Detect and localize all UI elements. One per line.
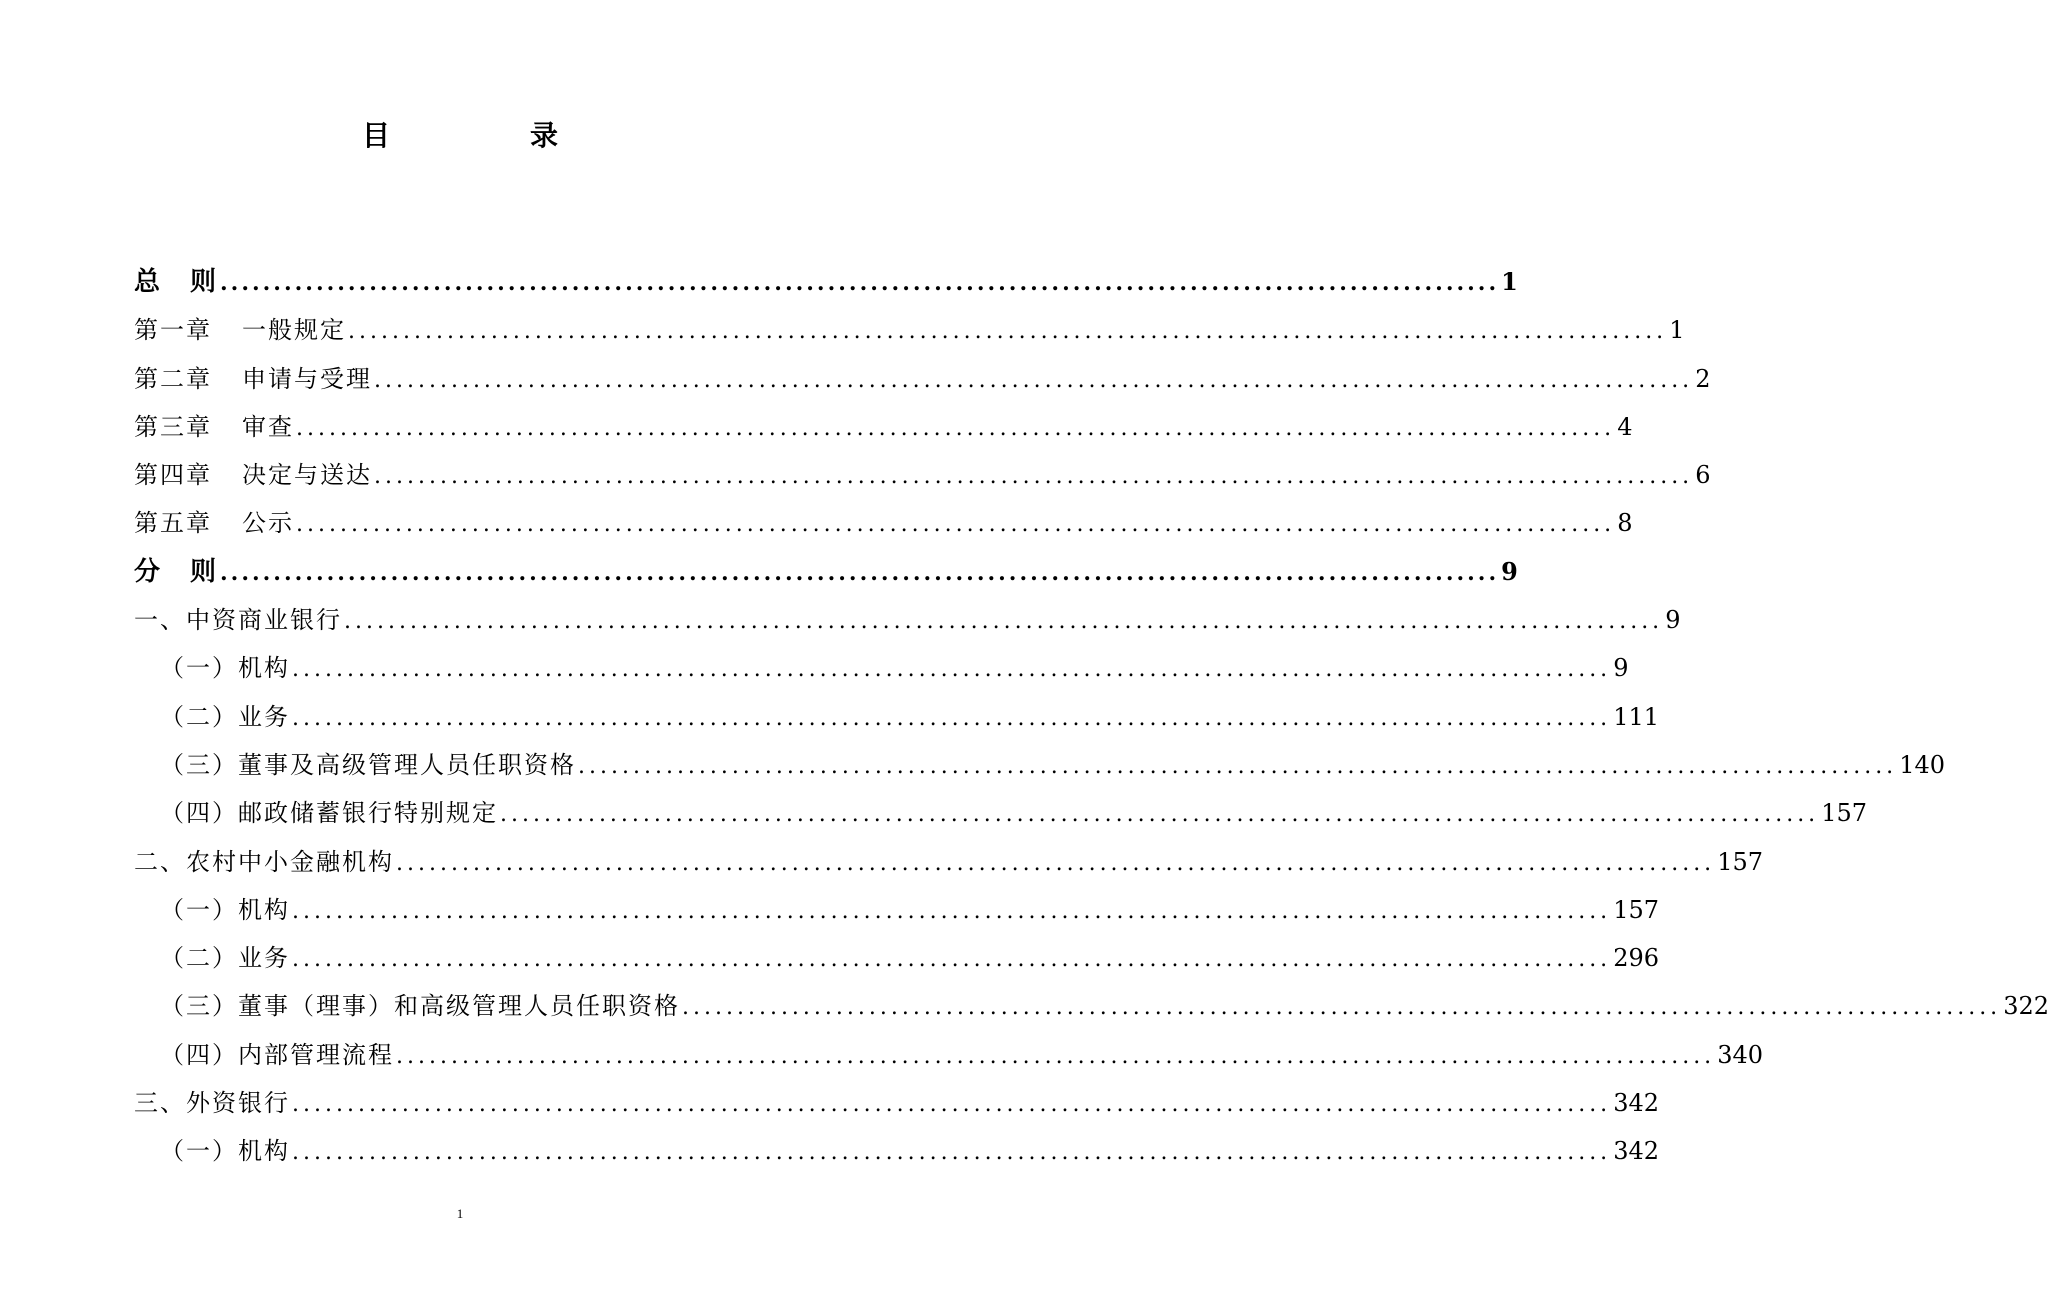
toc-leader-dots: ........................................................................................................................ [578,753,1898,779]
toc-page-number: 6 [1695,461,1711,490]
toc-page-number: 111 [1613,702,1659,731]
toc-entry[interactable] [134,451,1711,499]
toc-entry-label: 三、外资银行 [134,1089,290,1118]
toc-page-number: 322 [2003,992,2049,1021]
toc-entry-label: （二）业务 [160,702,290,731]
toc-leader-dots: ........................................................................................................................ [396,850,1716,876]
toc-page-number: 157 [1613,895,1659,924]
toc-page-number: 157 [1717,847,1763,876]
toc-entry-label: 总 则 [134,267,219,297]
toc-chapter-number: 第四章 [134,461,212,490]
toc-entry-label: 二、农村中小金融机构 [134,847,394,876]
toc-page-number: 4 [1617,412,1633,441]
toc-leader-dots: ........................................................................................................................ [396,1043,1716,1069]
toc-page-number: 9 [1613,654,1629,683]
toc-page-number: 9 [1501,556,1518,586]
toc-entry[interactable] [134,355,1711,403]
toc-chapter-number: 第三章 [134,412,212,441]
toc-entry-label: （四）邮政储蓄银行特别规定 [160,799,498,828]
toc-entry[interactable] [134,403,1633,451]
toc-page-number: 340 [1717,1040,1763,1069]
toc-leader-dots: ........................................................................................................................ [374,464,1694,490]
page-number: 1 [456,1206,464,1221]
toc-entry-label: （三）董事（理事）和高级管理人员任职资格 [160,992,680,1021]
toc-leader-dots: ........................................................................................................................ [348,319,1668,345]
toc-entry[interactable] [134,548,1518,596]
toc-entry[interactable] [134,1031,1763,1079]
toc-entry-label [134,499,294,547]
toc-page-number: 8 [1617,509,1633,538]
toc-leader-dots: ........................................................................................................................ [682,995,2002,1021]
toc-chapter-number: 第二章 [134,364,212,393]
toc-page-number: 140 [1899,750,1945,779]
toc-entry-label [134,403,294,451]
toc-leader-dots: ........................................................................................................................ [296,512,1616,538]
toc-entry-label: 分 则 [134,556,219,587]
toc-entry-label [134,451,372,499]
toc-entry[interactable] [134,982,2049,1030]
toc-page-number: 296 [1613,944,1659,973]
toc-entry[interactable] [134,1079,1659,1127]
toc-leader-dots: ........................................................................................................................ [374,367,1694,393]
toc-chapter-number: 第一章 [134,316,212,345]
toc-page-number: 342 [1613,1137,1659,1166]
toc-entry[interactable] [134,886,1659,934]
toc-leader-dots: ........................................................................................................................ [292,657,1612,683]
toc-entry[interactable] [134,596,1681,644]
toc-entry[interactable] [134,741,1945,789]
toc-leader-dots: ........................................................................................................................ [292,898,1612,924]
toc-chapter-title: 一般规定 [242,316,346,345]
toc-entry-label: （一）机构 [160,654,290,683]
toc-leader-dots: ........................................................................................................................ [220,559,1500,586]
page-title: 目 录 [361,119,614,152]
toc-entry-label: （三）董事及高级管理人员任职资格 [160,750,576,779]
toc-entry-label: （四）内部管理流程 [160,1040,394,1069]
toc-entry[interactable] [134,934,1659,982]
toc-entry[interactable] [134,258,1518,306]
toc-entry-label: 一、中资商业银行 [134,606,342,635]
toc-chapter-title: 公示 [242,509,294,538]
toc-entry[interactable] [134,499,1633,547]
toc-entry-label [134,306,346,354]
toc-page-number: 1 [1669,316,1685,345]
toc-entry[interactable] [134,838,1763,886]
toc-entry-label: （一）机构 [160,1137,290,1166]
toc-leader-dots: ........................................................................................................................ [500,802,1820,828]
toc-entry[interactable] [134,1127,1659,1175]
toc-leader-dots: ........................................................................................................................ [296,415,1616,441]
toc-chapter-title: 审查 [242,412,294,441]
toc-chapter-number: 第五章 [134,509,212,538]
toc-chapter-title: 申请与受理 [242,364,372,393]
toc-entry[interactable] [134,789,1867,837]
toc-page-number: 1 [1501,267,1518,296]
toc-entry-label [134,355,372,403]
toc-page-number: 9 [1665,606,1681,635]
toc-page-number: 157 [1821,799,1867,828]
toc-chapter-title: 决定与送达 [242,461,372,490]
toc-entry-label: （一）机构 [160,895,290,924]
toc-entry-label: （二）业务 [160,944,290,973]
toc-leader-dots: ........................................................................................................................ [344,609,1664,635]
toc-page-number: 2 [1695,364,1711,393]
toc-page-number: 342 [1613,1089,1659,1118]
toc-entry[interactable] [134,644,1629,692]
toc-leader-dots: ........................................................................................................................ [220,270,1500,296]
toc-leader-dots: ........................................................................................................................ [292,947,1612,973]
toc-entry[interactable] [134,306,1685,354]
toc-leader-dots: ........................................................................................................................ [292,705,1612,731]
table-of-contents [134,258,2049,1176]
toc-leader-dots: ........................................................................................................................ [292,1140,1612,1166]
toc-leader-dots: ........................................................................................................................ [292,1092,1612,1118]
toc-entry[interactable] [134,693,1659,741]
